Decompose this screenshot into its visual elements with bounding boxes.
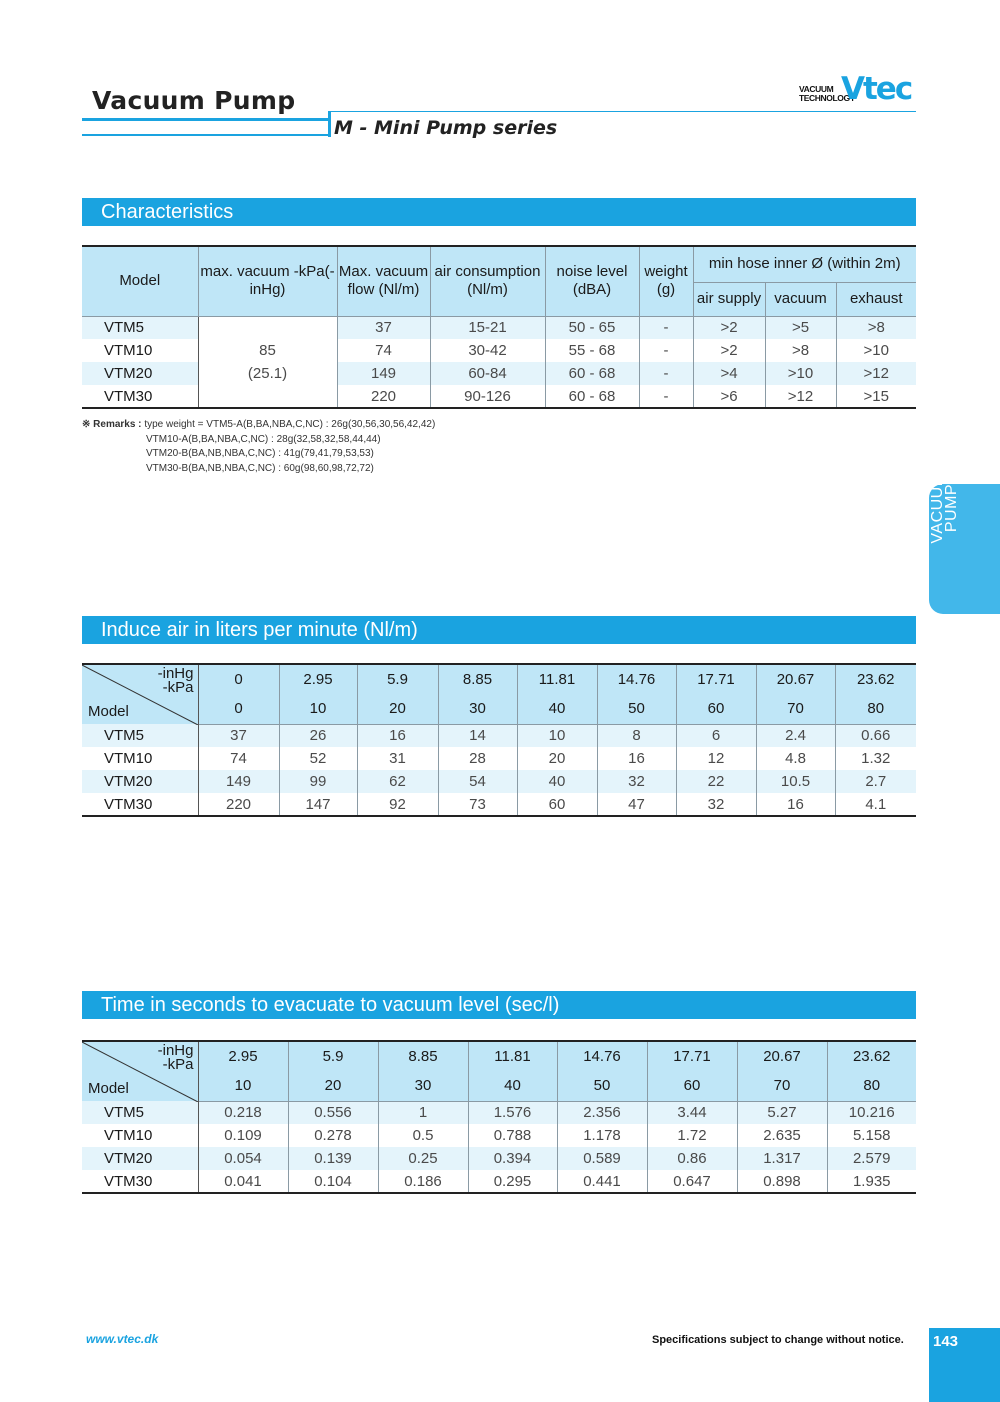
table-row — [82, 747, 916, 770]
col-weight: weight (g) — [639, 246, 693, 316]
footer-disclaimer: Specifications subject to change without notice. — [652, 1334, 904, 1346]
kpa-header: 80 — [827, 1071, 916, 1101]
remarks-line: VTM10-A(B,BA,NBA,C,NC) : 28g(32,58,32,58,44,44) — [146, 433, 381, 445]
value-cell: 54 — [438, 770, 517, 793]
air-cell: 60-84 — [430, 362, 545, 385]
col-noise-level: noise level (dBA) — [545, 246, 639, 316]
model-name: VTM5 — [82, 316, 198, 339]
corner-cell — [82, 1041, 198, 1101]
value-cell: 0.139 — [288, 1147, 378, 1170]
inhg-header: 23.62 — [827, 1041, 916, 1071]
inhg-header: 17.71 — [647, 1041, 737, 1071]
value-cell: 37 — [198, 724, 279, 747]
model-name: VTM30 — [82, 1170, 198, 1193]
inhg-header: 5.9 — [288, 1041, 378, 1071]
noise-cell: 60 - 68 — [545, 385, 639, 408]
kpa-header: 20 — [357, 694, 438, 724]
kpa-header: 30 — [378, 1071, 468, 1101]
title-rule — [330, 111, 916, 112]
value-cell: 0.394 — [468, 1147, 557, 1170]
weight-cell: - — [639, 316, 693, 339]
kpa-header: 20 — [288, 1071, 378, 1101]
corner-units — [158, 1044, 194, 1072]
flow-cell: 37 — [337, 316, 430, 339]
inhg-header: 2.95 — [279, 664, 357, 694]
air-cell: 15-21 — [430, 316, 545, 339]
inhg-header: 23.62 — [835, 664, 916, 694]
col-exhaust: exhaust — [836, 282, 916, 316]
corner-inhg: -inHg — [157, 1042, 194, 1059]
model-name: VTM20 — [82, 362, 198, 385]
value-cell: 220 — [198, 793, 279, 816]
inhg-header: 17.71 — [676, 664, 756, 694]
corner-model: Model — [88, 1080, 129, 1097]
value-cell: 26 — [279, 724, 357, 747]
vacuum-cell: >8 — [765, 339, 836, 362]
table-row — [82, 724, 916, 747]
inhg-header: 20.67 — [737, 1041, 827, 1071]
value-cell: 32 — [676, 793, 756, 816]
value-cell: 0.25 — [378, 1147, 468, 1170]
noise-cell: 60 - 68 — [545, 362, 639, 385]
value-cell: 1 — [378, 1101, 468, 1124]
section-induce-air: Induce air in liters per minute (Nl/m) — [82, 616, 916, 644]
value-cell: 2.579 — [827, 1147, 916, 1170]
logo-small-line2: TECHNOLOGY — [799, 93, 855, 103]
corner-inhg: -inHg — [157, 665, 194, 682]
side-tab-line2: PUMP — [943, 483, 960, 533]
value-cell: 99 — [279, 770, 357, 793]
vacuum-cell: >10 — [765, 362, 836, 385]
air-cell: 90-126 — [430, 385, 545, 408]
value-cell: 40 — [517, 770, 597, 793]
inhg-header: 0 — [198, 664, 279, 694]
value-cell: 0.647 — [647, 1170, 737, 1193]
value-cell: 0.788 — [468, 1124, 557, 1147]
inhg-header: 20.67 — [756, 664, 835, 694]
corner-units — [158, 667, 194, 695]
table-row — [82, 1170, 916, 1193]
table-row — [82, 1124, 916, 1147]
air-supply-cell: >2 — [693, 316, 765, 339]
flow-cell: 74 — [337, 339, 430, 362]
col-air-supply: air supply — [693, 282, 765, 316]
value-cell: 8 — [597, 724, 676, 747]
inhg-header: 11.81 — [468, 1041, 557, 1071]
value-cell: 10 — [517, 724, 597, 747]
kpa-header: 60 — [676, 694, 756, 724]
corner-cell — [82, 664, 198, 724]
evacuate-table — [82, 1040, 916, 1194]
col-vacuum: vacuum — [765, 282, 836, 316]
inhg-header: 8.85 — [378, 1041, 468, 1071]
value-cell: 3.44 — [647, 1101, 737, 1124]
model-name: VTM30 — [82, 385, 198, 408]
table-row — [82, 770, 916, 793]
value-cell: 0.186 — [378, 1170, 468, 1193]
exhaust-cell: >12 — [836, 362, 916, 385]
max-vacuum-cell — [198, 316, 337, 408]
corner-model: Model — [88, 703, 129, 720]
model-name: VTM20 — [82, 770, 198, 793]
noise-cell: 55 - 68 — [545, 339, 639, 362]
value-cell: 16 — [597, 747, 676, 770]
value-cell: 1.576 — [468, 1101, 557, 1124]
value-cell: 47 — [597, 793, 676, 816]
value-cell: 0.278 — [288, 1124, 378, 1147]
air-supply-cell: >6 — [693, 385, 765, 408]
vacuum-cell: >5 — [765, 316, 836, 339]
vacuum-cell: >12 — [765, 385, 836, 408]
value-cell: 5.158 — [827, 1124, 916, 1147]
value-cell: 0.5 — [378, 1124, 468, 1147]
kpa-header: 60 — [647, 1071, 737, 1101]
value-cell: 10.5 — [756, 770, 835, 793]
inhg-header: 8.85 — [438, 664, 517, 694]
title-divider — [328, 111, 331, 137]
model-name: VTM20 — [82, 1147, 198, 1170]
inhg-header: 5.9 — [357, 664, 438, 694]
value-cell: 73 — [438, 793, 517, 816]
value-cell: 0.054 — [198, 1147, 288, 1170]
induce-air-table — [82, 663, 916, 817]
weight-cell: - — [639, 339, 693, 362]
value-cell: 16 — [357, 724, 438, 747]
exhaust-cell: >15 — [836, 385, 916, 408]
value-cell: 2.635 — [737, 1124, 827, 1147]
corner-kpa: -kPa — [162, 679, 194, 696]
kpa-header: 50 — [557, 1071, 647, 1101]
value-cell: 60 — [517, 793, 597, 816]
model-name: VTM10 — [82, 1124, 198, 1147]
value-cell: 2.7 — [835, 770, 916, 793]
kpa-header: 10 — [279, 694, 357, 724]
remarks — [82, 418, 435, 476]
model-name: VTM30 — [82, 793, 198, 816]
footer-url-link[interactable]: www.vtec.dk — [86, 1332, 159, 1346]
value-cell: 10.216 — [827, 1101, 916, 1124]
weight-cell: - — [639, 385, 693, 408]
exhaust-cell: >10 — [836, 339, 916, 362]
kpa-header: 70 — [756, 694, 835, 724]
model-name: VTM5 — [82, 724, 198, 747]
col-max-vacuum: max. vacuum -kPa(-inHg) — [198, 246, 337, 316]
flow-cell: 220 — [337, 385, 430, 408]
value-cell: 74 — [198, 747, 279, 770]
value-cell: 149 — [198, 770, 279, 793]
remarks-line: type weight = VTM5-A(B,BA,NBA,C,NC) : 26g(30,56,30,56,42,42) — [144, 419, 436, 430]
value-cell: 1.32 — [835, 747, 916, 770]
value-cell: 0.66 — [835, 724, 916, 747]
kpa-header: 70 — [737, 1071, 827, 1101]
title-underline — [82, 118, 330, 121]
side-tab-label — [931, 468, 959, 548]
table-row — [82, 1147, 916, 1170]
col-air-consumption: air consumption (Nl/m) — [430, 246, 545, 316]
remarks-label: ※ Remarks : — [82, 419, 142, 430]
value-cell: 4.1 — [835, 793, 916, 816]
value-cell: 0.441 — [557, 1170, 647, 1193]
value-cell: 147 — [279, 793, 357, 816]
value-cell: 0.109 — [198, 1124, 288, 1147]
col-hose-group: min hose inner Ø (within 2m) — [693, 246, 916, 282]
col-model: Model — [82, 246, 198, 316]
value-cell: 2.4 — [756, 724, 835, 747]
value-cell: 16 — [756, 793, 835, 816]
inhg-header: 14.76 — [557, 1041, 647, 1071]
value-cell: 0.041 — [198, 1170, 288, 1193]
model-name: VTM5 — [82, 1101, 198, 1124]
kpa-header: 50 — [597, 694, 676, 724]
side-tab-line1: VACUUM — [929, 472, 946, 544]
title-underline-lower — [82, 134, 330, 136]
page-subtitle: M - Mini Pump series — [334, 117, 558, 139]
page-number: 143 — [933, 1333, 959, 1350]
value-cell: 20 — [517, 747, 597, 770]
table-row — [82, 316, 916, 339]
max-vacuum-inhg: (25.1) — [247, 364, 288, 382]
air-supply-cell: >2 — [693, 339, 765, 362]
value-cell: 52 — [279, 747, 357, 770]
value-cell: 31 — [357, 747, 438, 770]
value-cell: 0.898 — [737, 1170, 827, 1193]
value-cell: 6 — [676, 724, 756, 747]
inhg-header: 11.81 — [517, 664, 597, 694]
value-cell: 2.356 — [557, 1101, 647, 1124]
max-vacuum-value: 85 — [259, 341, 276, 359]
value-cell: 0.86 — [647, 1147, 737, 1170]
table-row — [82, 793, 916, 816]
weight-cell: - — [639, 362, 693, 385]
vtec-logo — [799, 71, 917, 110]
kpa-header: 40 — [517, 694, 597, 724]
kpa-header: 10 — [198, 1071, 288, 1101]
logo-wordmark: Vtec — [841, 71, 912, 107]
inhg-header: 14.76 — [597, 664, 676, 694]
value-cell: 28 — [438, 747, 517, 770]
value-cell: 62 — [357, 770, 438, 793]
value-cell: 0.589 — [557, 1147, 647, 1170]
value-cell: 0.295 — [468, 1170, 557, 1193]
characteristics-table — [82, 245, 916, 409]
model-name: VTM10 — [82, 747, 198, 770]
value-cell: 12 — [676, 747, 756, 770]
value-cell: 1.72 — [647, 1124, 737, 1147]
inhg-header: 2.95 — [198, 1041, 288, 1071]
section-evacuate: Time in seconds to evacuate to vacuum level (sec/l) — [82, 991, 916, 1019]
value-cell: 0.556 — [288, 1101, 378, 1124]
corner-kpa: -kPa — [162, 1056, 194, 1073]
air-supply-cell: >4 — [693, 362, 765, 385]
value-cell: 92 — [357, 793, 438, 816]
air-cell: 30-42 — [430, 339, 545, 362]
value-cell: 1.317 — [737, 1147, 827, 1170]
value-cell: 0.218 — [198, 1101, 288, 1124]
value-cell: 5.27 — [737, 1101, 827, 1124]
logo-small-line1: VACUUM — [799, 84, 834, 94]
value-cell: 22 — [676, 770, 756, 793]
value-cell: 1.935 — [827, 1170, 916, 1193]
remarks-line: VTM20-B(BA,NB,NBA,C,NC) : 41g(79,41,79,53,53) — [146, 448, 374, 459]
kpa-header: 0 — [198, 694, 279, 724]
page-title: Vacuum Pump — [92, 86, 296, 115]
table-row — [82, 1101, 916, 1124]
section-characteristics: Characteristics — [82, 198, 916, 226]
value-cell: 4.8 — [756, 747, 835, 770]
kpa-header: 40 — [468, 1071, 557, 1101]
value-cell: 14 — [438, 724, 517, 747]
kpa-header: 80 — [835, 694, 916, 724]
kpa-header: 30 — [438, 694, 517, 724]
noise-cell: 50 - 65 — [545, 316, 639, 339]
value-cell: 0.104 — [288, 1170, 378, 1193]
remarks-line: VTM30-B(BA,NB,NBA,C,NC) : 60g(98,60,98,72,72) — [146, 462, 374, 474]
flow-cell: 149 — [337, 362, 430, 385]
exhaust-cell: >8 — [836, 316, 916, 339]
model-name: VTM10 — [82, 339, 198, 362]
value-cell: 32 — [597, 770, 676, 793]
value-cell: 1.178 — [557, 1124, 647, 1147]
col-max-vacuum-flow: Max. vacuum flow (Nl/m) — [337, 246, 430, 316]
